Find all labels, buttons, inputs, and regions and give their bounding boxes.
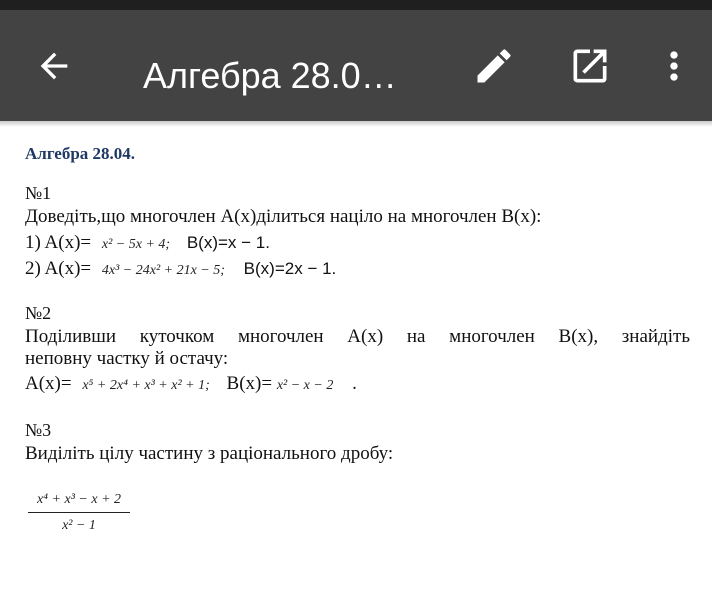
document-heading: Алгебра 28.04. <box>25 144 136 163</box>
task2-b-prefix: B(x)= <box>226 373 273 394</box>
task1-text: Доведіть,що многочлен A(x)ділиться націло на многочлен B(x): <box>25 206 542 227</box>
task1-item2-prefix: 2) A(x)= <box>25 258 92 279</box>
more-vert-icon <box>652 44 696 88</box>
open-external-button[interactable] <box>566 42 614 90</box>
task3-text: Виділіть цілу частину з раціонального дробу: <box>25 443 394 464</box>
task1-item1-polynomial-a: x² − 5x + 4; <box>101 237 171 252</box>
task2-end-period: . <box>352 373 357 394</box>
back-button[interactable] <box>30 42 78 90</box>
task1-item2-polynomial-b: B(x)=2x − 1. <box>243 259 337 278</box>
task2-word: куточком <box>139 326 215 347</box>
task2-word: многочлен <box>237 326 324 347</box>
edit-button[interactable] <box>470 42 518 90</box>
fraction-bar <box>28 512 130 513</box>
open-in-new-icon <box>568 44 612 88</box>
task2-word: B(x), <box>558 326 599 347</box>
arrow-back-icon <box>34 46 74 86</box>
task1-item1 <box>25 232 270 254</box>
fraction-numerator: x⁴ + x³ − x + 2 <box>36 492 122 507</box>
task3-number: №3 <box>25 420 52 440</box>
task2-word: знайдіть <box>621 326 690 347</box>
task1-number: №1 <box>25 183 52 203</box>
task2-text-line1 <box>25 326 690 348</box>
document-title: Алгебра 28.0… <box>143 55 397 96</box>
task2-text-line2: неповну частку й остачу: <box>25 348 229 369</box>
task2-word: многочлен <box>449 326 535 347</box>
task2-b-expression: x² − x − 2 <box>276 378 334 393</box>
task2-word: A(x) <box>347 326 384 347</box>
task2-a-expression: x⁵ + 2x⁴ + x³ + x² + 1; <box>82 378 210 393</box>
task1-item2-polynomial-a: 4x³ − 24x² + 21x − 5; <box>101 263 225 278</box>
task1-item1-prefix: 1) A(x)= <box>25 232 92 253</box>
task2-number: №2 <box>25 303 52 323</box>
document-page <box>0 127 712 591</box>
task1-item1-polynomial-b: B(x)=x − 1. <box>186 233 270 252</box>
pencil-icon <box>472 44 516 88</box>
app-bar <box>0 10 712 121</box>
more-options-button[interactable] <box>650 42 698 90</box>
task3-fraction <box>28 492 130 534</box>
status-bar <box>0 0 712 10</box>
task2-word: Поділивши <box>25 326 117 347</box>
task2-word: на <box>406 326 426 347</box>
task1-item2 <box>25 258 336 280</box>
task2-a-prefix: A(x)= <box>25 373 72 394</box>
task2-polynomials <box>25 373 357 395</box>
fraction-denominator: x² − 1 <box>62 518 96 533</box>
